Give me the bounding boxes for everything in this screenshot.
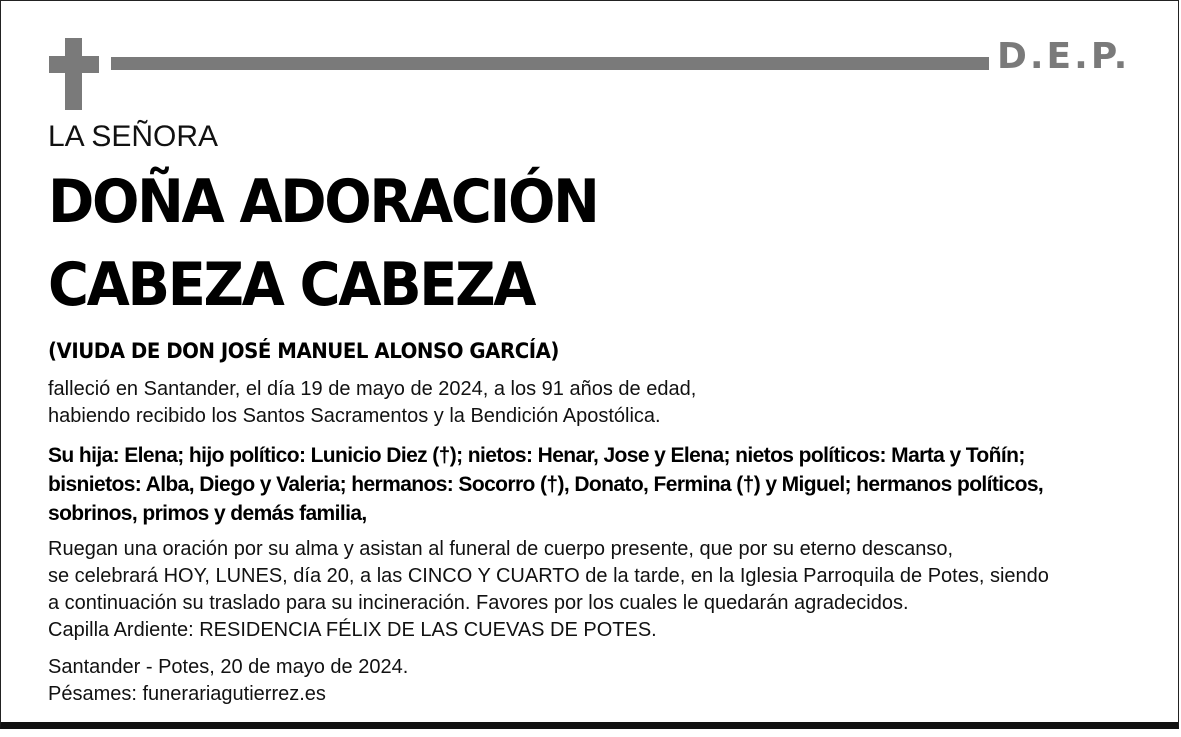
cross-horizontal-bar xyxy=(49,56,99,73)
title-prefix: LA SEÑORA xyxy=(48,120,219,153)
deceased-name-line-1: DOÑA ADORACIÓN xyxy=(48,167,598,237)
family-line: Su hija: Elena; hijo político: Lunicio Diez (†); nietos: Henar, Jose y Elena; nietos políticos: Marta y Toñín; xyxy=(48,444,1025,467)
place-date: Santander - Potes, 20 de mayo de 2024. xyxy=(48,656,409,678)
request-line: se celebrará HOY, LUNES, día 20, a las CINCO Y CUARTO de la tarde, en la Iglesia Parroquila de Potes, siendo xyxy=(48,565,1049,587)
widow-of: (VIUDA DE DON JOSÉ MANUEL ALONSO GARCÍA) xyxy=(48,339,559,363)
chapel-line: Capilla Ardiente: RESIDENCIA FÉLIX DE LAS CUEVAS DE POTES. xyxy=(48,619,657,641)
request-line: a continuación su traslado para su incineración. Favores por los cuales le quedarán agradecidos. xyxy=(48,592,909,614)
family-line: bisnietos: Alba, Diego y Valeria; hermanos: Socorro (†), Donato, Fermina (†) y Miguel; hermanos políticos, xyxy=(48,473,1044,496)
condolences-line: Pésames: funerariagutierrez.es xyxy=(48,683,326,705)
cross-vertical-bar xyxy=(65,38,82,110)
dep-label: D.E.P. xyxy=(997,36,1131,77)
header-rule xyxy=(111,57,989,70)
family-line: sobrinos, primos y demás familia, xyxy=(48,502,367,525)
deceased-name-line-2: CABEZA CABEZA xyxy=(48,250,535,320)
death-line: falleció en Santander, el día 19 de mayo de 2024, a los 91 años de edad, xyxy=(48,378,697,400)
death-line: habiendo recibido los Santos Sacramentos y la Bendición Apostólica. xyxy=(48,405,661,427)
request-line: Ruegan una oración por su alma y asistan al funeral de cuerpo presente, que por su eterno descanso, xyxy=(48,538,954,560)
